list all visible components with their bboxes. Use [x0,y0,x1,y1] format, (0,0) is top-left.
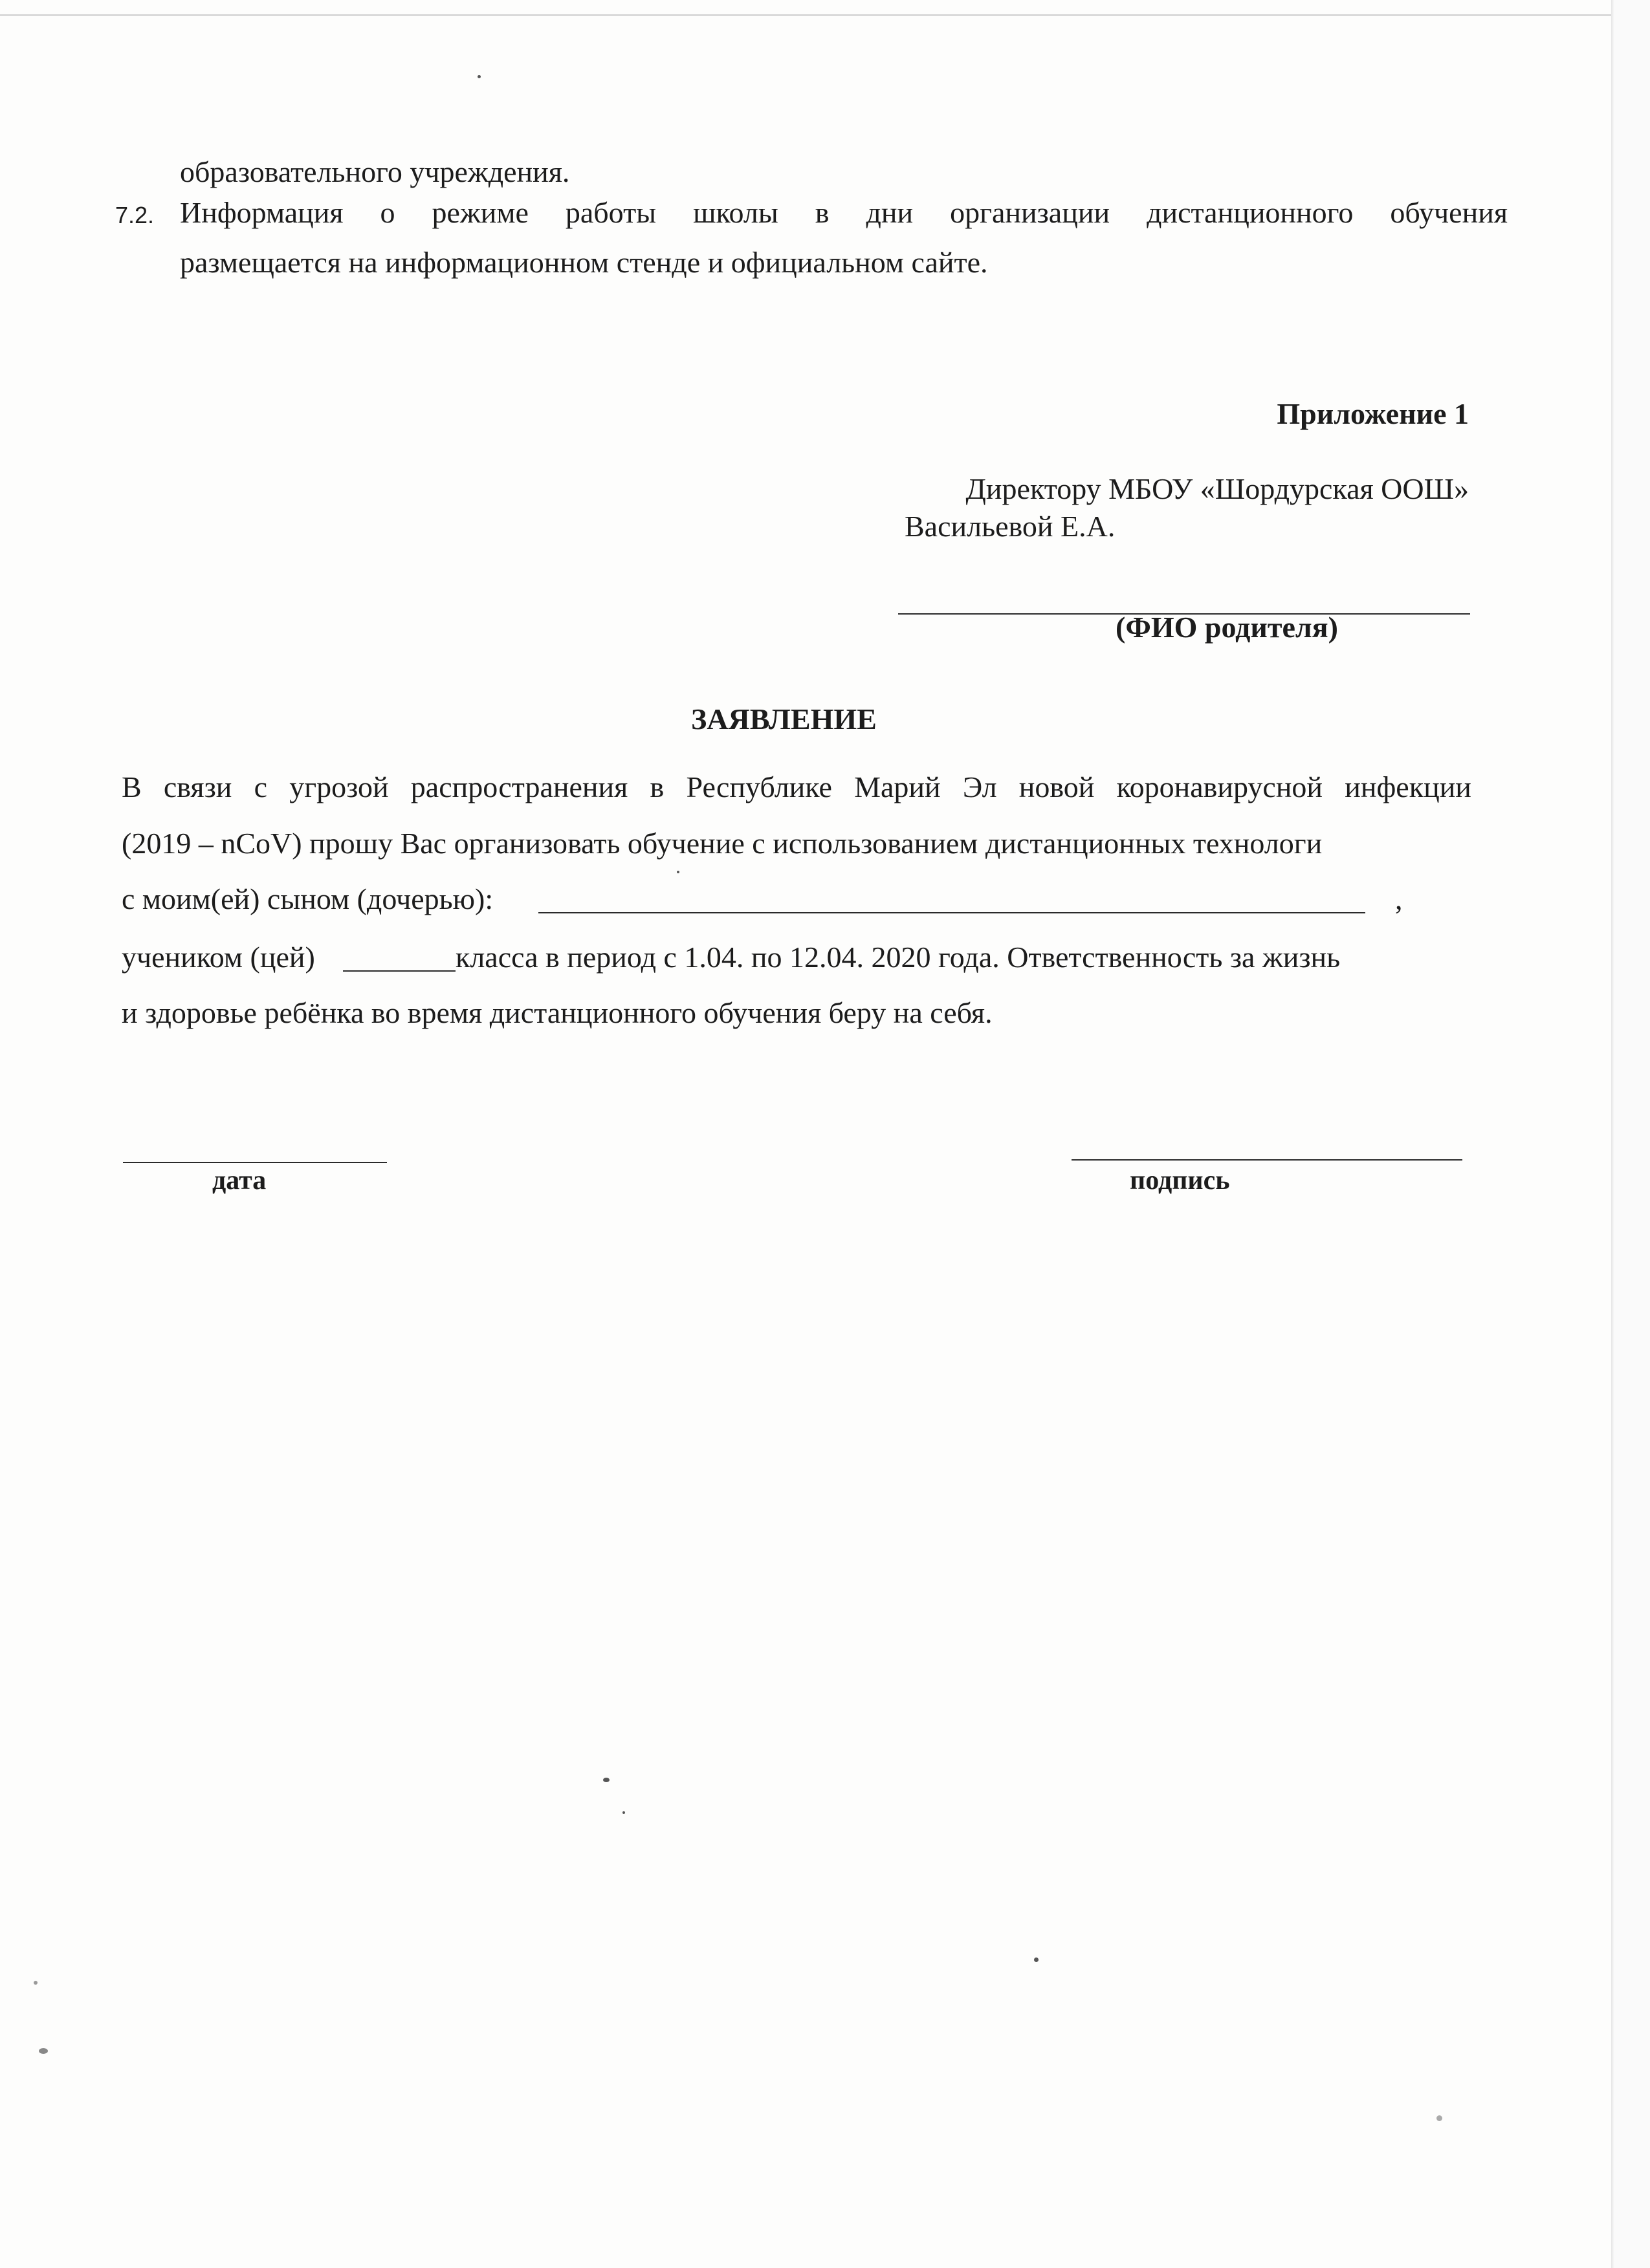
scan-edge-top [0,14,1618,16]
word: режиме [432,196,529,229]
date-line [123,1162,387,1163]
word: в [815,196,830,229]
parent-name-caption: (ФИО родителя) [1116,611,1338,644]
word: с [254,770,267,803]
item-7-2-line1 [180,195,1508,230]
word: о [380,196,395,229]
scan-speck [34,1981,38,1985]
statement-line5: и здоровье ребёнка во время дистанционного обучения беру на себя. [122,996,993,1029]
scan-edge-shadow [1614,0,1650,2268]
appendix-label: Приложение 1 [1277,397,1469,430]
word: новой [1018,770,1095,803]
word: Марий [854,770,941,803]
scan-speck [622,1811,625,1814]
date-label: дата [212,1166,267,1195]
child-name-line [538,912,1365,913]
word: распространения [410,770,628,803]
scan-speck [478,75,481,78]
word: угрозой [289,770,389,803]
word: организации [950,196,1110,229]
statement-line3-prefix: с моим(ей) сыном (дочерью): [122,882,494,915]
word: в [650,770,665,803]
signature-line [1072,1159,1462,1161]
word: дни [866,196,914,229]
word: инфекции [1345,770,1471,803]
statement-title: ЗАЯВЛЕНИЕ [691,703,877,736]
word: Информация [180,196,344,229]
statement-line4-prefix: учеником (цей) [122,941,315,974]
item-7-2-line2: размещается на информационном стенде и официальном сайте. [180,246,988,279]
scan-speck [677,871,679,873]
statement-line2: (2019 – nCoV) прошу Вас организовать обучение с использованием дистанционных технологи [122,827,1323,860]
item-number-7-2: 7.2. [115,202,155,228]
addressee-line1: Директору МБОУ «Шордурская ООШ» [965,472,1469,505]
word: обучения [1390,196,1508,229]
scan-speck [603,1778,610,1782]
word: В [122,770,142,803]
word: коронавирусной [1116,770,1323,803]
word: дистанционного [1147,196,1354,229]
statement-line1 [122,770,1471,804]
scan-speck [1034,1957,1039,1962]
word: связи [163,770,232,803]
statement-line3-suffix: , [1395,882,1403,915]
section7-continuation: образовательного учреждения. [180,155,570,188]
addressee-line2: Васильевой Е.А. [905,510,1116,543]
word: школы [693,196,778,229]
statement-line4-rest: класса в период с 1.04. по 12.04. 2020 года. Ответственность за жизнь [456,941,1341,974]
signature-label: подпись [1130,1166,1230,1195]
scan-speck [39,2048,48,2054]
scan-speck [1436,2115,1442,2121]
word: Эл [962,770,997,803]
class-number-line [343,970,456,972]
word: работы [565,196,657,229]
word: Республике [686,770,832,803]
